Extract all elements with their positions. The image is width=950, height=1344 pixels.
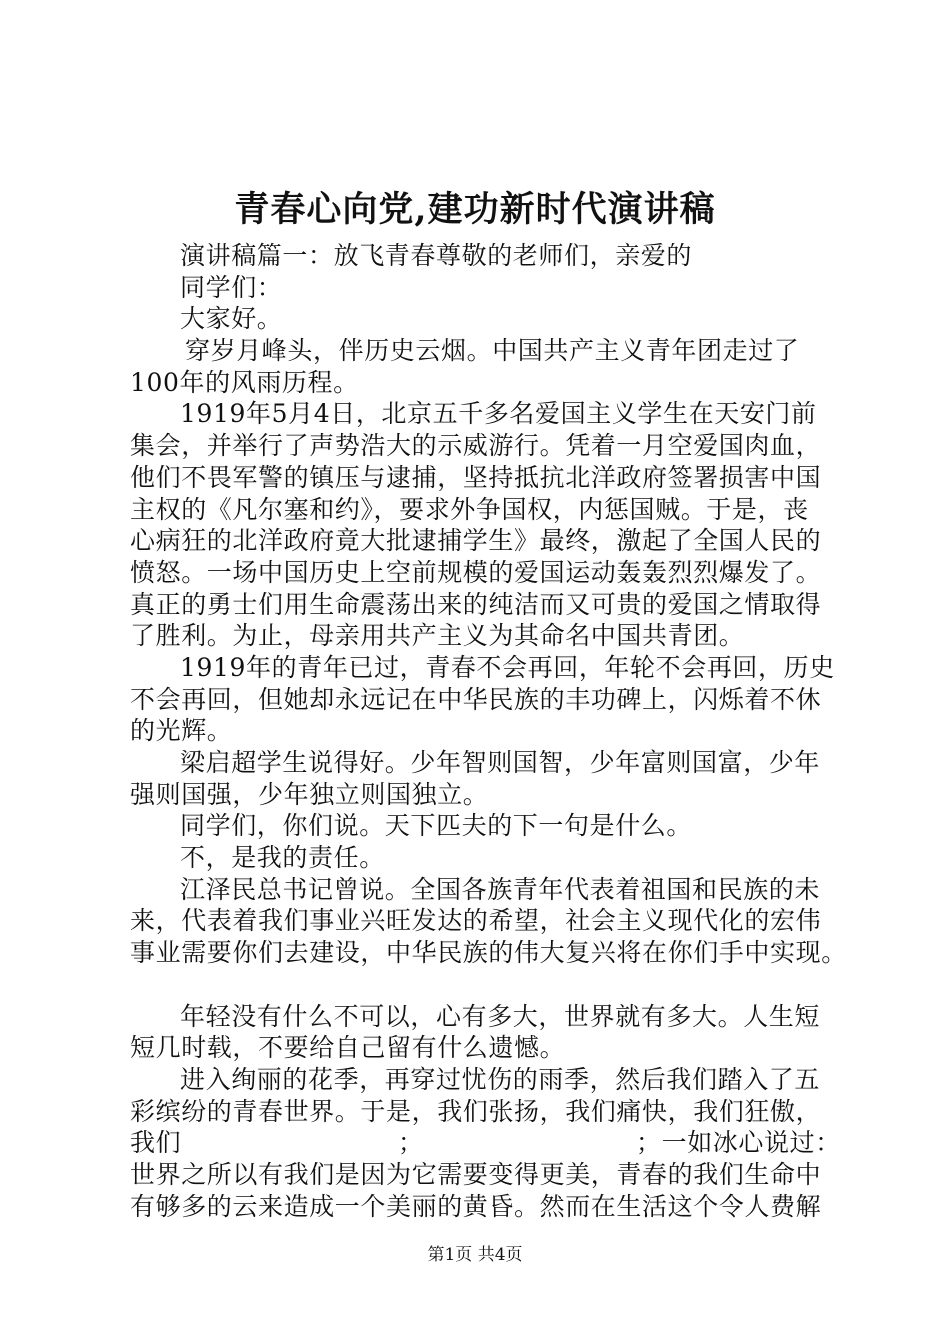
document-body xyxy=(130,240,847,1222)
paragraph-line: 演讲稿篇一：放飞青春尊敬的老师们，亲爱的 xyxy=(180,241,693,270)
document-title: 青春心向党,建功新时代演讲稿 xyxy=(234,189,716,230)
paragraph-line: 梁启超学生说得好。少年智则国智，少年富则国富，少年 xyxy=(180,748,821,777)
paragraph-line: 他们不畏军警的镇压与逮捕，坚持抵抗北洋政府签署损害中国 xyxy=(130,462,822,492)
text-fragment: ； xyxy=(398,1128,424,1158)
paragraph-line: 集会，并举行了声势浩大的示威游行。凭着一月空爱国肉血， xyxy=(130,431,822,461)
paragraph-line: 江泽民总书记曾说。全国各族青年代表着祖国和民族的未 xyxy=(180,874,821,904)
paragraph-line: 真正的勇士们用生命震荡出来的纯洁而又可贵的爱国之情取得 xyxy=(130,589,822,619)
paragraph-line: 不会再回，但她却永远记在中华民族的丰功碑上，闪烁着不休 xyxy=(130,684,822,714)
text-fragment: ；一如冰心说过： xyxy=(636,1128,841,1158)
paragraph-line: 强则国强，少年独立则国独立。 xyxy=(130,779,489,809)
paragraph-line: 短几时载，不要给自己留有什么遗憾。 xyxy=(130,1033,566,1063)
paragraph-line: 1919年的青年已过，青春不会再回，年轮不会再回，历史 xyxy=(180,652,835,682)
paragraph-line: 的光辉。 xyxy=(130,716,233,746)
paragraph-line: 大家好。 xyxy=(180,304,283,334)
paragraph-line: 心病狂的北洋政府竟大批逮捕学生》最终，激起了全国人民的 xyxy=(130,526,822,556)
paragraph-line: 同学们： xyxy=(180,272,283,302)
paragraph-line: 不，是我的责任。 xyxy=(180,843,385,873)
paragraph-line: 主权的《凡尔塞和约》，要求外争国权，内惩国贼。于是，丧 xyxy=(130,494,809,524)
paragraph-line: 愤怒。一场中国历史上空前规模的爱国运动轰轰烈烈爆发了。 xyxy=(130,557,822,587)
paragraph-line: 事业需要你们去建设，中华民族的伟大复兴将在你们手中实现。 xyxy=(130,938,847,968)
paragraph-line: 1919年5月4日，北京五千多名爱国主义学生在天安门前 xyxy=(180,399,817,429)
paragraph-line: 进入绚丽的花季，再穿过忧伤的雨季，然后我们踏入了五 xyxy=(180,1064,821,1094)
paragraph-line: 100年的风雨历程。 xyxy=(130,367,359,397)
paragraph-line: 了胜利。为止，母亲用共产主义为其命名中国共青团。 xyxy=(130,621,745,651)
paragraph-line: 来，代表着我们事业兴旺发达的希望，社会主义现代化的宏伟 xyxy=(130,906,822,936)
paragraph-line: 穿岁月峰头，伴历史云烟。中国共产主义青年团走过了 xyxy=(185,336,800,366)
paragraph-line: 同学们，你们说。天下匹夫的下一句是什么。 xyxy=(180,811,693,841)
text-fragment: 我们 xyxy=(130,1128,182,1158)
paragraph-line: 彩缤纷的青春世界。于是，我们张扬，我们痛快，我们狂傲， xyxy=(130,1096,822,1126)
paragraph-line: 年轻没有什么不可以，心有多大，世界就有多大。人生短 xyxy=(180,1001,821,1031)
paragraph-line: 世界之所以有我们是因为它需要变得更美，青春的我们生命中 xyxy=(130,1159,822,1189)
blank-line xyxy=(130,969,830,1001)
page-footer: 第1页 共4页 xyxy=(427,1245,523,1265)
paragraph-line-with-gaps xyxy=(130,1127,841,1159)
paragraph-line: 有够多的云来造成一个美丽的黄昏。然而在生活这个令人费解 xyxy=(130,1191,822,1221)
